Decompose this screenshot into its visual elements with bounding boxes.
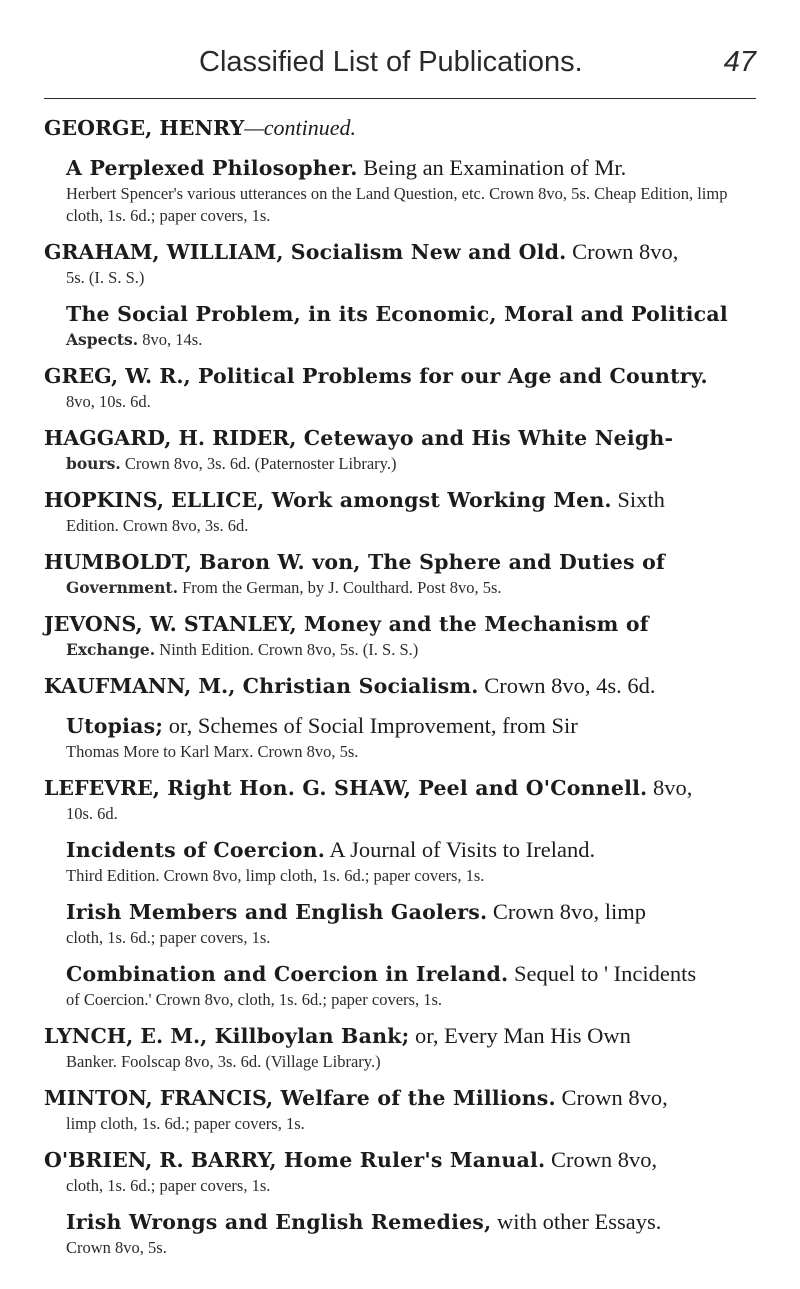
entry-title-rest: or, Every Man His Own: [409, 1023, 631, 1048]
entry-title-rest: Crown 8vo,: [555, 1085, 668, 1110]
entry-heading: [44, 671, 756, 701]
entry-title-rest: or, Schemes of Social Improvement, from Sir: [163, 713, 578, 738]
entry-details: [44, 865, 756, 887]
list-item: [44, 671, 756, 701]
entry-author: LEFEVRE,: [44, 776, 160, 800]
entry-title-rest: Crown 8vo, 4s. 6d.: [478, 673, 656, 698]
entry-title: Home Ruler's Manual.: [276, 1148, 546, 1172]
entry-heading: [44, 153, 756, 183]
page-header: [44, 46, 756, 96]
entry-title-rest: 8vo,: [647, 775, 693, 800]
list-item: [44, 773, 756, 825]
entry-details: [44, 329, 756, 351]
list-item: [44, 153, 756, 227]
entry-publication-info: limp cloth, 1s. 6d.; paper covers, 1s.: [66, 1114, 305, 1133]
list-item: [44, 835, 756, 887]
entry-details: [44, 741, 756, 763]
entry-heading: [44, 361, 756, 391]
entry-heading: [44, 959, 756, 989]
entry-publication-info: of Coercion.' Crown 8vo, cloth, 1s. 6d.; paper covers, 1s.: [66, 990, 442, 1009]
entry-publication-info: 10s. 6d.: [66, 804, 118, 823]
entry-details: [44, 1113, 756, 1135]
page-number: 47: [723, 46, 756, 78]
list-item: [44, 113, 756, 143]
list-item: [44, 1083, 756, 1135]
entry-publication-info: Ninth Edition. Crown 8vo, 5s. (I. S. S.): [155, 640, 419, 659]
entry-title-rest: Being an Examination of Mr.: [357, 155, 627, 180]
publication-list: [44, 113, 756, 1259]
list-item: [44, 361, 756, 413]
entry-title-rest: with other Essays.: [491, 1209, 662, 1234]
entry-title: Right Hon. G. SHAW, Peel and O'Connell.: [159, 776, 648, 800]
entry-details: [44, 515, 756, 537]
entry-details: [44, 1237, 756, 1259]
entry-heading: [44, 1207, 756, 1237]
entry-details: [44, 183, 756, 227]
entry-title: Combination and Coercion in Ireland.: [66, 962, 509, 986]
entry-heading: [44, 835, 756, 865]
entry-heading: [44, 1021, 756, 1051]
entry-title-rest: Crown 8vo,: [545, 1147, 658, 1172]
entry-title-continued: bours.: [66, 454, 121, 473]
entry-publication-info: Third Edition. Crown 8vo, limp cloth, 1s. 6d.; paper covers, 1s.: [66, 866, 485, 885]
entry-author: GEORGE, HENRY: [44, 116, 245, 140]
entry-publication-info: Crown 8vo, 3s. 6d. (Paternoster Library.): [120, 454, 397, 473]
entry-details: [44, 803, 756, 825]
entry-title: Incidents of Coercion.: [66, 838, 326, 862]
list-item: [44, 609, 756, 661]
entry-title: Welfare of the Millions.: [273, 1086, 556, 1110]
entry-heading: [44, 547, 756, 577]
entry-heading: [44, 711, 756, 741]
entry-title: A Perplexed Philosopher.: [66, 156, 358, 180]
list-item: [44, 1145, 756, 1197]
entry-title: The Social Problem, in its Economic, Moral and Political: [66, 302, 728, 326]
entry-title: Political Problems for our Age and Country.: [190, 364, 708, 388]
entry-details: [44, 989, 756, 1011]
entry-title-continued: Government.: [66, 578, 178, 597]
entry-details: [44, 927, 756, 949]
entry-heading: [44, 237, 756, 267]
entry-title: Socialism New and Old.: [283, 240, 567, 264]
list-item: [44, 237, 756, 289]
entry-title: Christian Socialism.: [235, 674, 479, 698]
entry-author: HOPKINS, ELLICE,: [44, 488, 265, 512]
entry-details: [44, 1051, 756, 1073]
entry-author: GRAHAM, WILLIAM,: [44, 240, 284, 264]
entry-details: [44, 453, 756, 475]
entry-publication-info: Crown 8vo, 5s.: [66, 1238, 167, 1257]
entry-publication-info: 8vo, 14s.: [138, 330, 203, 349]
entry-title: Money and the Mechanism of: [296, 612, 649, 636]
entry-details: [44, 267, 756, 289]
entry-details: [44, 577, 756, 599]
entry-author: O'BRIEN, R. BARRY,: [44, 1148, 277, 1172]
entry-author: LYNCH, E. M.,: [44, 1024, 208, 1048]
running-title: Classified List of Publications.: [199, 46, 583, 78]
entry-publication-info: Thomas More to Karl Marx. Crown 8vo, 5s.: [66, 742, 359, 761]
entry-heading: [44, 1083, 756, 1113]
entry-author: MINTON, FRANCIS,: [44, 1086, 274, 1110]
entry-publication-info: 8vo, 10s. 6d.: [66, 392, 151, 411]
entry-author: GREG, W. R.,: [44, 364, 191, 388]
entry-heading: [44, 299, 756, 329]
entry-title: Cetewayo and His White Neigh-: [296, 426, 674, 450]
list-item: [44, 897, 756, 949]
entry-title: Work amongst Working Men.: [264, 488, 612, 512]
entry-title-rest: Crown 8vo, limp: [487, 899, 647, 924]
entry-author: JEVONS, W. STANLEY,: [44, 612, 297, 636]
entry-publication-info: 5s. (I. S. S.): [66, 268, 145, 287]
list-item: [44, 711, 756, 763]
entry-heading: [44, 773, 756, 803]
entry-details: [44, 391, 756, 413]
entry-publication-info: Edition. Crown 8vo, 3s. 6d.: [66, 516, 249, 535]
entry-heading: [44, 423, 756, 453]
list-item: [44, 1207, 756, 1259]
entry-title-continued: Exchange.: [66, 640, 156, 659]
entry-author: KAUFMANN, M.,: [44, 674, 236, 698]
entry-author: HUMBOLDT,: [44, 550, 192, 574]
list-item: [44, 547, 756, 599]
entry-title: Baron W. von, The Sphere and Duties of: [191, 550, 665, 574]
entry-title-rest: Sixth: [611, 487, 665, 512]
list-item: [44, 485, 756, 537]
entry-title-rest: Crown 8vo,: [566, 239, 679, 264]
entry-heading: [44, 485, 756, 515]
entry-title: Irish Wrongs and English Remedies,: [66, 1210, 492, 1234]
entry-publication-info: Banker. Foolscap 8vo, 3s. 6d. (Village Library.): [66, 1052, 381, 1071]
entry-heading: [44, 1145, 756, 1175]
entry-title-rest: Sequel to ' Incidents: [508, 961, 697, 986]
entry-title-rest: A Journal of Visits to Ireland.: [325, 837, 596, 862]
entry-author: HAGGARD, H. RIDER,: [44, 426, 297, 450]
entry-publication-info: From the German, by J. Coulthard. Post 8vo, 5s.: [177, 578, 502, 597]
header-rule: [44, 98, 756, 99]
entry-title-continued: Aspects.: [66, 330, 139, 349]
entry-details: [44, 1175, 756, 1197]
entry-title: Irish Members and English Gaolers.: [66, 900, 488, 924]
entry-title: Killboylan Bank;: [207, 1024, 410, 1048]
entry-heading: [44, 897, 756, 927]
list-item: [44, 299, 756, 351]
entry-continued: —continued.: [244, 115, 357, 140]
list-item: [44, 1021, 756, 1073]
entry-publication-info: Herbert Spencer's various utterances on the Land Question, etc. Crown 8vo, 5s. Cheap Edition, limp cloth, 1s. 6d.; paper covers, 1s.: [66, 184, 728, 225]
entry-heading: [44, 113, 756, 143]
entry-publication-info: cloth, 1s. 6d.; paper covers, 1s.: [66, 928, 271, 947]
entry-publication-info: cloth, 1s. 6d.; paper covers, 1s.: [66, 1176, 271, 1195]
list-item: [44, 423, 756, 475]
entry-title: Utopias;: [66, 714, 164, 738]
entry-heading: [44, 609, 756, 639]
entry-details: [44, 639, 756, 661]
list-item: [44, 959, 756, 1011]
